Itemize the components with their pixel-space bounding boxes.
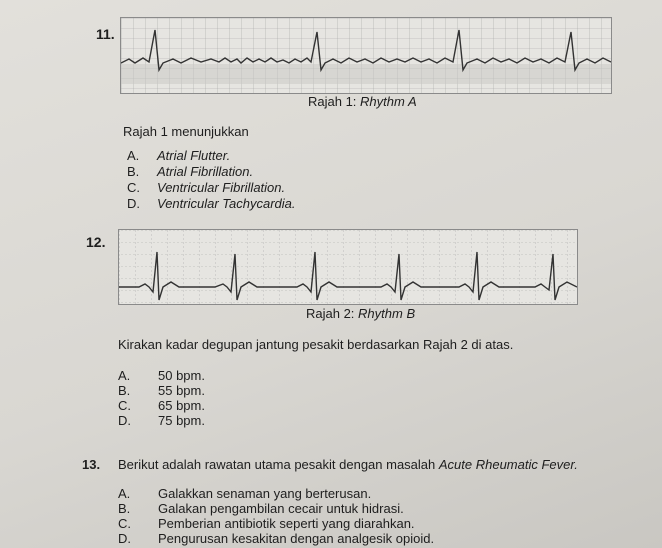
q11-option-d: [127, 196, 296, 211]
question-13-number: 13.: [82, 457, 101, 472]
ecg-rhythm-a-figure: [121, 18, 611, 93]
q12-option-b: [118, 383, 205, 398]
q11-option-c-text: Ventricular Fibrillation.: [157, 180, 286, 195]
q12-option-b-text: 55 bpm.: [158, 383, 205, 398]
q11-option-a-text: Atrial Flutter.: [157, 148, 231, 163]
question-13-stem: [118, 457, 578, 472]
q12-option-d-text: 75 bpm.: [158, 413, 205, 428]
question-13-stem-italic: Acute Rheumatic Fever.: [438, 457, 578, 472]
q13-option-c-letter: C.: [118, 516, 131, 531]
q12-option-c-text: 65 bpm.: [158, 398, 205, 413]
q13-option-c-text: Pemberian antibiotik seperti yang diarahkan.: [158, 516, 415, 531]
q13-option-c: [118, 516, 415, 531]
q13-option-d-text: Pengurusan kesakitan dengan analgesik opioid.: [158, 531, 435, 546]
q13-option-d-letter: D.: [118, 531, 131, 546]
ecg-strip-rhythm-a: [120, 17, 612, 94]
q12-option-d: [118, 413, 205, 428]
q13-option-d: [118, 531, 434, 546]
q13-option-b-text: Galakan pengambilan cecair untuk hidrasi.: [158, 501, 404, 516]
question-11-stem: Rajah 1 menunjukkan: [123, 124, 249, 139]
rhythm-a-caption-italic: Rhythm A: [360, 94, 417, 109]
q13-option-a-text: Galakkan senaman yang berterusan.: [158, 486, 372, 501]
q13-option-b: [118, 501, 404, 516]
q12-option-d-letter: D.: [118, 413, 131, 428]
rhythm-b-caption-italic: Rhythm B: [358, 306, 416, 321]
q12-option-a-text: 50 bpm.: [158, 368, 205, 383]
q11-option-c: [127, 180, 285, 195]
question-13-stem-prefix: Berikut adalah rawatan utama pesakit dengan masalah: [118, 457, 439, 472]
rhythm-a-caption: [308, 94, 417, 109]
question-12-number: 12.: [86, 234, 106, 250]
q13-option-a: [118, 486, 371, 501]
q11-option-a: [127, 148, 230, 163]
q12-option-b-letter: B.: [118, 383, 131, 398]
ecg-rhythm-b-figure: [119, 230, 577, 304]
q12-option-a-letter: A.: [118, 368, 131, 383]
q11-option-b: [127, 164, 253, 179]
question-11-number: 11.: [96, 26, 115, 42]
q12-option-c: [118, 398, 205, 413]
q11-option-c-letter: C.: [127, 180, 140, 195]
q12-option-a: [118, 368, 205, 383]
q13-option-a-letter: A.: [118, 486, 131, 501]
rhythm-b-caption: [306, 306, 415, 321]
rhythm-b-caption-prefix: Rajah 2:: [306, 306, 359, 321]
question-12-stem: Kirakan kadar degupan jantung pesakit berdasarkan Rajah 2 di atas.: [118, 337, 514, 352]
q13-option-b-letter: B.: [118, 501, 131, 516]
q11-option-b-text: Atrial Fibrillation.: [157, 164, 254, 179]
q11-option-d-text: Ventricular Tachycardia.: [157, 196, 296, 211]
q11-option-d-letter: D.: [127, 196, 140, 211]
q11-option-b-letter: B.: [127, 164, 140, 179]
q12-option-c-letter: C.: [118, 398, 131, 413]
rhythm-a-caption-prefix: Rajah 1:: [308, 94, 361, 109]
ecg-strip-rhythm-b: [118, 229, 578, 305]
q11-option-a-letter: A.: [127, 148, 140, 163]
